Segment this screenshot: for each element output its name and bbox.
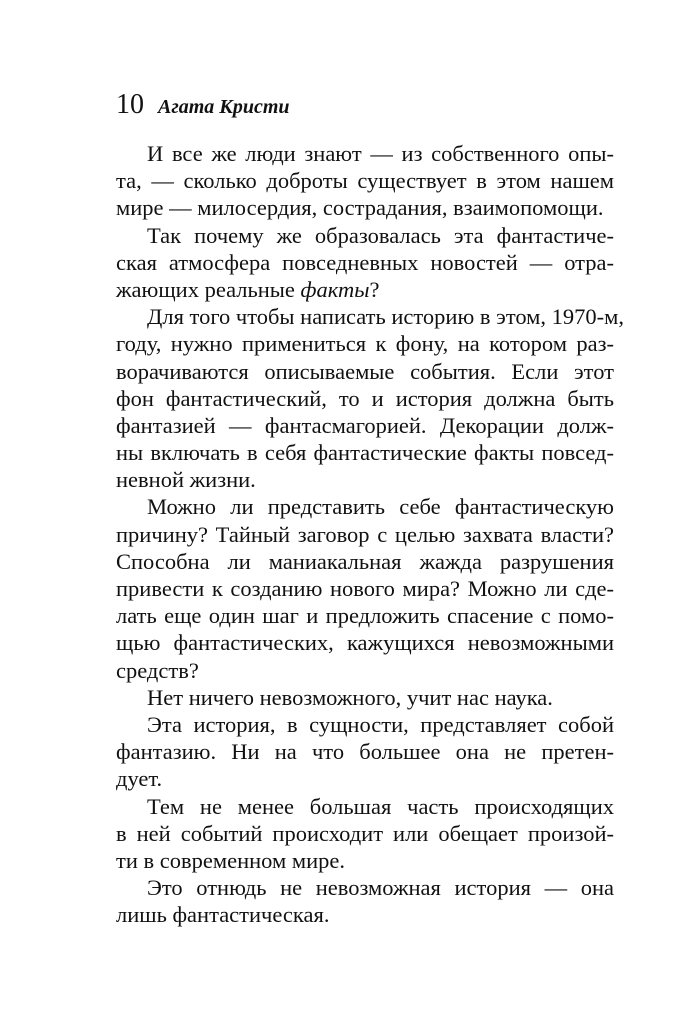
text-line: фон фантастический, то и история должна быть <box>116 385 614 411</box>
emphasis-text: факты <box>300 276 370 302</box>
text-line: ворачиваются описываемые события. Если этот <box>116 358 614 384</box>
text-line: Тем не менее большая часть происходящих <box>147 793 614 819</box>
text-line: дует. <box>116 766 163 792</box>
text-segment: ? <box>369 276 380 302</box>
text-line <box>116 276 614 303</box>
body-text <box>116 140 625 928</box>
text-line: ны включать в себя фантастические факты повсед- <box>116 440 614 466</box>
text-line: Эта история, в сущности, представляет собой <box>147 711 614 737</box>
text-line: мире — милосердия, сострадания, взаимопомощи. <box>116 195 604 221</box>
text-line: Можно ли представить себе фантастическую <box>147 494 614 520</box>
running-head <box>116 88 290 122</box>
text-line: средств? <box>116 657 199 683</box>
text-line: причину? Тайный заговор с целью захвата власти? <box>116 521 614 547</box>
page-number: 10 <box>116 89 144 120</box>
text-line: лать еще один шаг и предложить спасение с помо- <box>116 603 614 629</box>
text-line: Нет ничего невозможного, учит нас наука. <box>147 684 553 710</box>
text-line: привести к созданию нового мира? Можно ли сде- <box>116 576 614 601</box>
text-line: невной жизни. <box>116 467 256 493</box>
text-line: Для того чтобы написать историю в этом, 1970-м, <box>147 304 625 330</box>
text-line: ская атмосфера повседневных новостей — отра- <box>116 249 614 275</box>
text-line: Способна ли маниакальная жажда разрушения <box>116 548 614 574</box>
text-line: ти в современном мире. <box>116 847 345 873</box>
text-line: лишь фантастическая. <box>116 902 330 928</box>
text-line: щью фантастических, кажущихся невозможными <box>116 630 614 656</box>
text-line: та, — сколько доброты существует в этом нашем <box>116 168 614 194</box>
text-line: И все же люди знают — из собственного опы- <box>147 141 614 166</box>
running-head-author: Агата Кристи <box>158 96 290 118</box>
text-line: Это отнюдь не невозможная история — она <box>147 875 614 901</box>
text-line: году, нужно примениться к фону, на котором раз- <box>116 331 614 357</box>
text-line: Так почему же образовалась эта фантастиче- <box>147 222 614 248</box>
text-line: фантазией — фантасмагорией. Декорации долж- <box>116 412 614 438</box>
text-line: фантазию. Ни на что большее она не претен- <box>116 739 614 765</box>
text-segment: жающих реальные <box>116 276 301 302</box>
text-line: в ней событий происходит или обещает произой- <box>116 820 614 846</box>
